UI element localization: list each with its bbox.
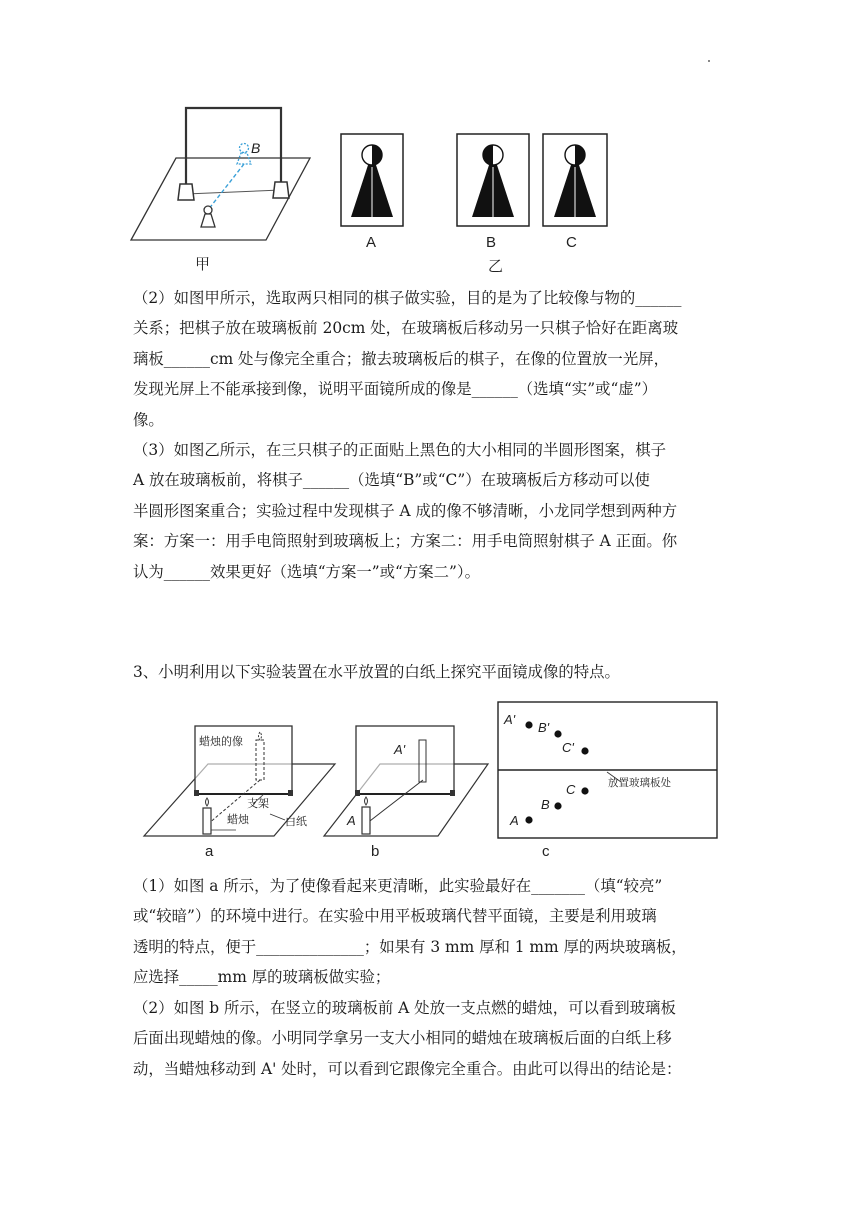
- text-line: （2）如图 b 所示，在竖立的玻璃板前 A 处放一支点燃的蜡烛，可以看到玻璃板: [133, 999, 676, 1017]
- label-candle: 蜡烛: [227, 814, 249, 826]
- text-line: A 放在玻璃板前，将棋子______（选填“B”或“C”）在玻璃板后方移动可以使: [133, 471, 650, 490]
- q3-part2: [133, 993, 733, 1084]
- q3-part1: [133, 871, 733, 993]
- figure-c: [496, 700, 736, 842]
- q2-part2: [133, 283, 733, 435]
- label-B: B: [251, 140, 261, 156]
- text-line: 应选择_____mm 厚的玻璃板做实验；: [133, 968, 391, 987]
- text-line: （1）如图 a 所示，为了使像看起来更清晰，此实验最好在_______（填“较亮”: [133, 877, 663, 895]
- label-a: A: [347, 813, 356, 828]
- label-b-prime: B': [538, 720, 550, 735]
- question-3-title: 3、小明利用以下实验装置在水平放置的白纸上探究平面镜成像的特点。: [133, 663, 620, 681]
- caption-c: c: [542, 843, 550, 860]
- text-line: 透明的特点，便于______________；如果有 3 mm 厚和 1 mm 厚的两块玻璃板，: [133, 937, 687, 956]
- figure-yi-piece-c: [542, 133, 608, 227]
- text-line: 动，当蜡烛移动到 A' 处时，可以看到它跟像完全重合。由此可以得出的结论是：: [133, 1059, 682, 1078]
- text-line: 关系；把棋子放在玻璃板前 20cm 处，在玻璃板后移动另一只棋子恰好在距离玻: [133, 319, 679, 338]
- text-line: （3）如图乙所示，在三只棋子的正面贴上黑色的大小相同的半圆形图案，棋子: [133, 441, 667, 459]
- figure-b: [320, 712, 492, 840]
- caption-piece-a: A: [366, 234, 377, 251]
- q2-part3: [133, 435, 733, 587]
- caption-piece-b: B: [486, 234, 497, 251]
- figure-yi-piece-a: [340, 133, 404, 227]
- text-line: 案：方案一：用手电筒照射到玻璃板上；方案二：用手电筒照射棋子 A 正面。你: [133, 532, 678, 551]
- figure-a: [140, 712, 340, 840]
- caption-a: a: [205, 843, 214, 860]
- caption-jia: 甲: [195, 256, 211, 273]
- label-a-prime: A': [394, 742, 406, 757]
- label-c-prime: C': [562, 740, 574, 755]
- text-line: 半圆形图案重合；实验过程中发现棋子 A 成的像不够清晰，小龙同学想到两种方: [133, 501, 678, 520]
- text-line: 璃板______cm 处与像完全重合；撤去玻璃板后的棋子，在像的位置放一光屏，: [133, 349, 669, 368]
- page-dot: [708, 60, 710, 62]
- caption-b: b: [371, 843, 380, 860]
- text-line: 发现光屏上不能承接到像，说明平面镜所成的像是______（选填“实”或“虚”）: [133, 380, 657, 399]
- label-c: C: [566, 782, 576, 797]
- label-a-prime: A': [504, 712, 516, 727]
- text-line: （2）如图甲所示，选取两只相同的棋子做实验，目的是为了比较像与物的______: [133, 289, 682, 307]
- figure-jia: [128, 100, 318, 250]
- caption-yi: 乙: [488, 258, 504, 275]
- text-line: 像。: [133, 410, 164, 429]
- label-stand: 支架: [247, 798, 269, 810]
- label-b: B: [541, 797, 550, 812]
- label-glass-position: 放置玻璃板处: [608, 777, 671, 789]
- text-line: 或“较暗”）的环境中进行。在实验中用平板玻璃代替平面镜，主要是利用玻璃: [133, 907, 657, 926]
- label-candle-image: 蜡烛的像: [199, 736, 243, 748]
- caption-piece-c: C: [566, 234, 577, 251]
- label-a: A: [510, 813, 519, 828]
- text-line: 后面出现蜡烛的像。小明同学拿另一支大小相同的蜡烛在玻璃板后面的白纸上移: [133, 1029, 672, 1048]
- text-line: 认为______效果更好（选填“方案一”或“方案二”）。: [133, 562, 480, 581]
- figure-yi-piece-b: [456, 133, 530, 227]
- label-paper: 白纸: [285, 816, 307, 828]
